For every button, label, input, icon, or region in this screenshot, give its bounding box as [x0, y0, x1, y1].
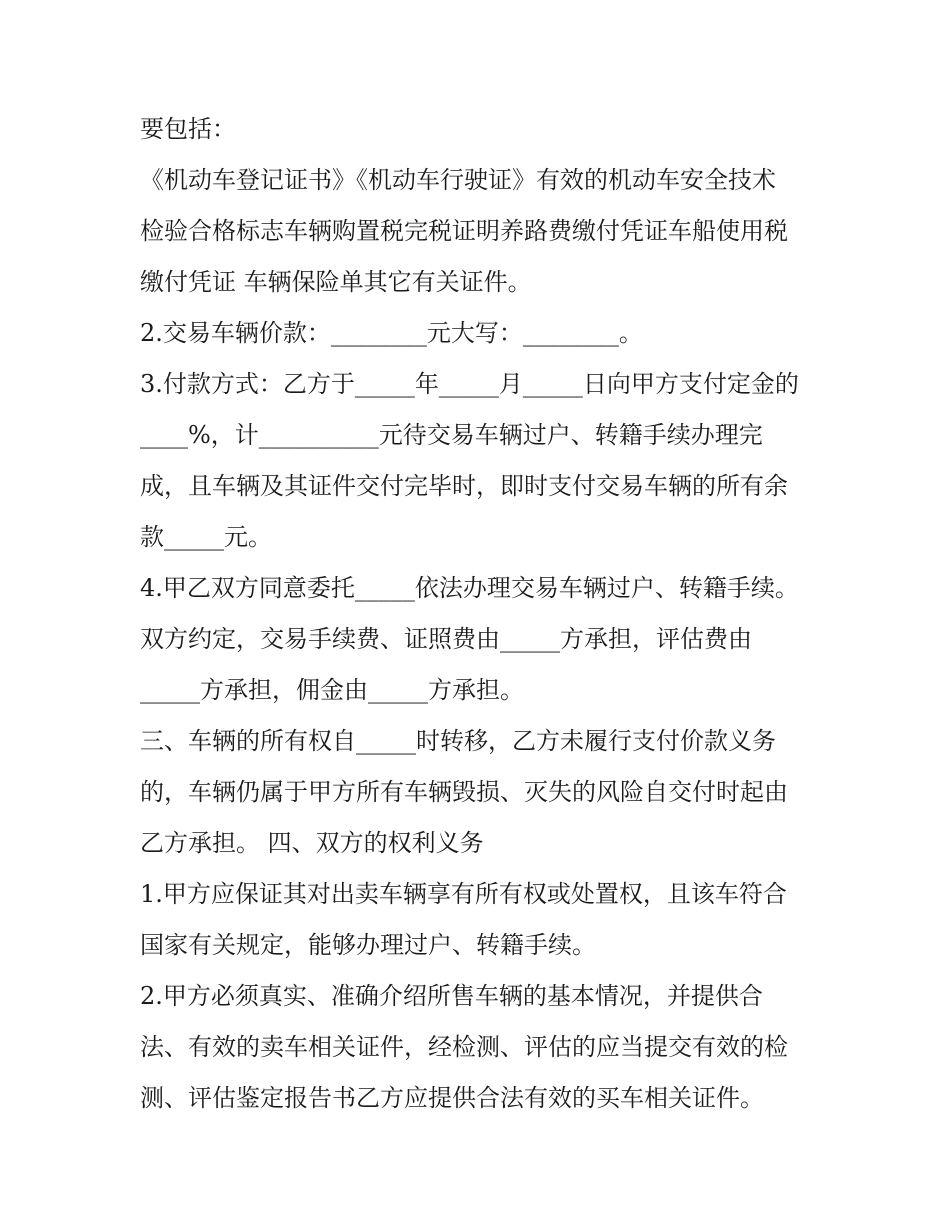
text-line: 检验合格标志车辆购置税完税证明养路费缴付凭证车船使用税	[140, 217, 788, 245]
text-line: 双方约定，交易手续费、证照费由_____方承担，评估费由	[140, 625, 752, 653]
text-line: 缴付凭证 车辆保险单其它有关证件。	[140, 268, 532, 296]
text-line: 要包括：	[140, 115, 236, 143]
text-line: 三、车辆的所有权自_____时转移，乙方未履行支付价款义务	[140, 727, 776, 755]
text-line: _____方承担，佣金由_____方承担。	[140, 676, 524, 704]
text-line: 国家有关规定，能够办理过户、转籍手续。	[140, 931, 596, 959]
text-line: 《机动车登记证书》《机动车行驶证》有效的机动车安全技术	[140, 166, 776, 194]
text-line: 款_____元。	[140, 523, 272, 551]
text-line: 成，且车辆及其证件交付完毕时，即时支付交易车辆的所有余	[140, 472, 788, 500]
text-line: 3.付款方式：乙方于_____年_____月_____日向甲方支付定金的	[140, 370, 799, 398]
text-line: 乙方承担。 四、双方的权利义务	[140, 829, 484, 857]
text-line: 2.交易车辆价款：________元大写：________。	[140, 319, 643, 347]
text-line: 4.甲乙双方同意委托_____依法办理交易车辆过户、转籍手续。	[140, 574, 799, 602]
text-line: 法、有效的卖车相关证件，经检测、评估的应当提交有效的检	[140, 1033, 788, 1061]
text-line: 的，车辆仍属于甲方所有车辆毁损、灭失的风险自交付时起由	[140, 778, 788, 806]
text-line: 2.甲方必须真实、准确介绍所售车辆的基本情况，并提供合	[140, 982, 763, 1010]
text-line: ____%，计__________元待交易车辆过户、转籍手续办理完	[140, 421, 763, 449]
text-line: 测、评估鉴定报告书乙方应提供合法有效的买车相关证件。	[140, 1084, 764, 1112]
text-line: 1.甲方应保证其对出卖车辆享有所有权或处置权，且该车符合	[140, 880, 787, 908]
contract-body-text	[140, 104, 830, 1124]
